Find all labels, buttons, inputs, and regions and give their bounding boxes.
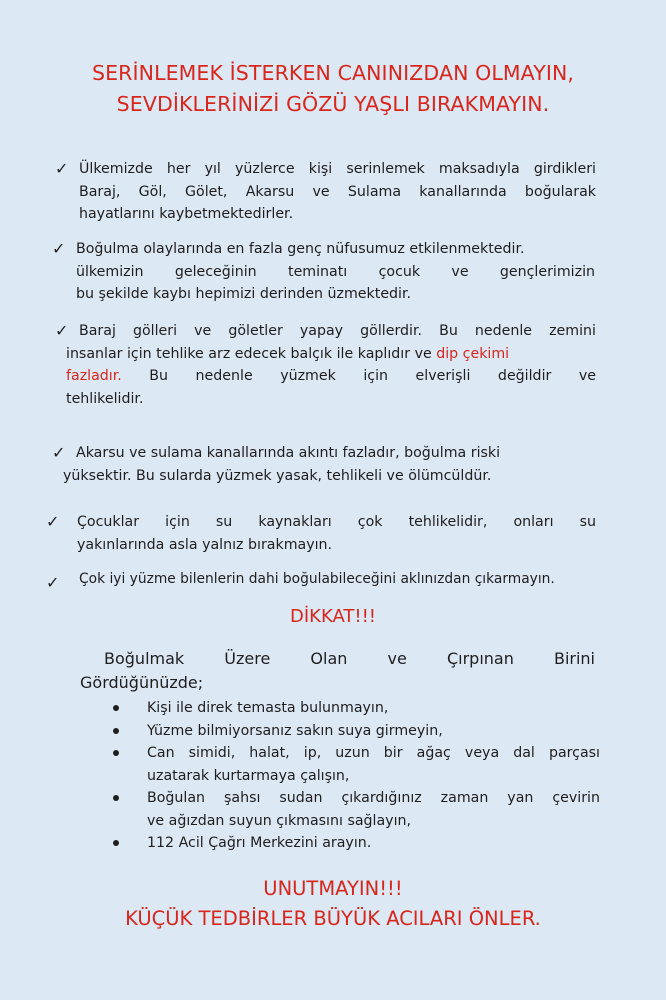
item-line: Boğulma olaylarında en fazla genç nüfusumuz etkilenmektedir. (76, 241, 525, 257)
item-text: insanlar için tehlike arz edecek balçık ile kaplıdır ve (66, 345, 437, 362)
footer-line-2: KÜÇÜK TEDBİRLER BÜYÜK ACILARI ÖNLER. (125, 907, 541, 930)
bullet-dot-icon (113, 795, 119, 801)
list-item (110, 832, 600, 855)
item-line: tehlikelidir. (66, 390, 144, 407)
title-line-2: SEVDİKLERİNİZİ GÖZÜ YAŞLI BIRAKMAYIN. (116, 92, 550, 116)
list-item-text: Yüzme bilmiyorsanız sakın suya girmeyin, (147, 722, 443, 739)
item-line: Baraj gölleri ve göletler yapay göllerdir. Bu nedenle zemini (79, 323, 596, 339)
intro-line-2: Gördüğünüzde; (80, 673, 204, 692)
bullet-list (110, 697, 600, 855)
checklist-item (52, 238, 595, 306)
item-line: Çok iyi yüzme bilenlerin dahi boğulabileceğini aklınızdan çıkarmayın. (79, 571, 555, 587)
checkmark-icon: ✓ (52, 443, 66, 462)
warning-heading: DİKKAT!!! (289, 606, 377, 627)
checkmark-icon: ✓ (46, 573, 60, 592)
item-line: Akarsu ve sulama kanallarında akıntı fazladır, boğulma riski (76, 445, 501, 461)
bullet-dot-icon (113, 750, 119, 756)
highlight-text: dip çekimi (436, 345, 510, 362)
checklist-item (46, 511, 596, 556)
checkmark-icon: ✓ (55, 321, 69, 340)
intro-text (80, 647, 595, 695)
item-line (66, 365, 596, 388)
list-item-text: Can simidi, halat, ip, uzun bir ağaç veya dal parçası (147, 745, 600, 761)
item-line: yakınlarında asla yalnız bırakmayın. (77, 536, 333, 553)
bullet-dot-icon (113, 728, 119, 734)
intro-line-1: Boğulmak Üzere Olan ve Çırpınan Birini (104, 649, 595, 668)
bullet-dot-icon (113, 705, 119, 711)
checkmark-icon: ✓ (55, 159, 69, 178)
item-line: hayatlarını kaybetmektedirler. (79, 206, 294, 222)
list-item (110, 787, 600, 832)
title-line-1: SERİNLEMEK İSTERKEN CANINIZDAN OLMAYIN, (91, 61, 575, 85)
checkmark-icon: ✓ (52, 239, 66, 258)
bullet-dot-icon (113, 840, 119, 846)
checkmark-icon: ✓ (46, 512, 60, 531)
item-line: Baraj, Göl, Gölet, Akarsu ve Sulama kanallarında boğularak (79, 183, 596, 200)
list-item-text: ve ağızdan suyun çıkmasını sağlayın, (147, 812, 412, 829)
item-line (66, 343, 596, 366)
list-item (110, 697, 600, 720)
item-line: Ülkemizde her yıl yüzlerce kişi serinlemek maksadıyla girdikleri (79, 161, 596, 177)
list-item-text: Kişi ile direk temasta bulunmayın, (147, 700, 389, 716)
poster-title (20, 58, 646, 120)
item-text: Bu nedenle yüzmek için elverişli değildir ve (121, 368, 596, 384)
checklist-item (52, 442, 584, 487)
list-item-text: Boğulan şahsı sudan çıkardığınız zaman yan çevirin (147, 790, 600, 806)
list-item-text: uzatarak kurtarmaya çalışın, (147, 767, 350, 784)
list-item (110, 742, 600, 787)
list-item-text: 112 Acil Çağrı Merkezini arayın. (147, 835, 372, 851)
item-line: ülkemizin geleceğinin teminatı çocuk ve gençlerimizin (76, 263, 595, 280)
footer-message (10, 874, 656, 934)
checklist-item (55, 320, 596, 410)
list-item (110, 720, 600, 743)
highlight-text: fazladır. (66, 368, 122, 384)
item-line: yüksektir. Bu sularda yüzmek yasak, tehlikeli ve ölümcüldür. (63, 467, 492, 484)
checklist-item (46, 568, 619, 592)
item-line: Çocuklar için su kaynakları çok tehlikelidir, onları su (77, 514, 596, 530)
checklist-item (55, 158, 596, 226)
item-line: bu şekilde kaybı hepimizi derinden üzmektedir. (76, 286, 412, 302)
footer-line-1: UNUTMAYIN!!! (263, 877, 403, 900)
